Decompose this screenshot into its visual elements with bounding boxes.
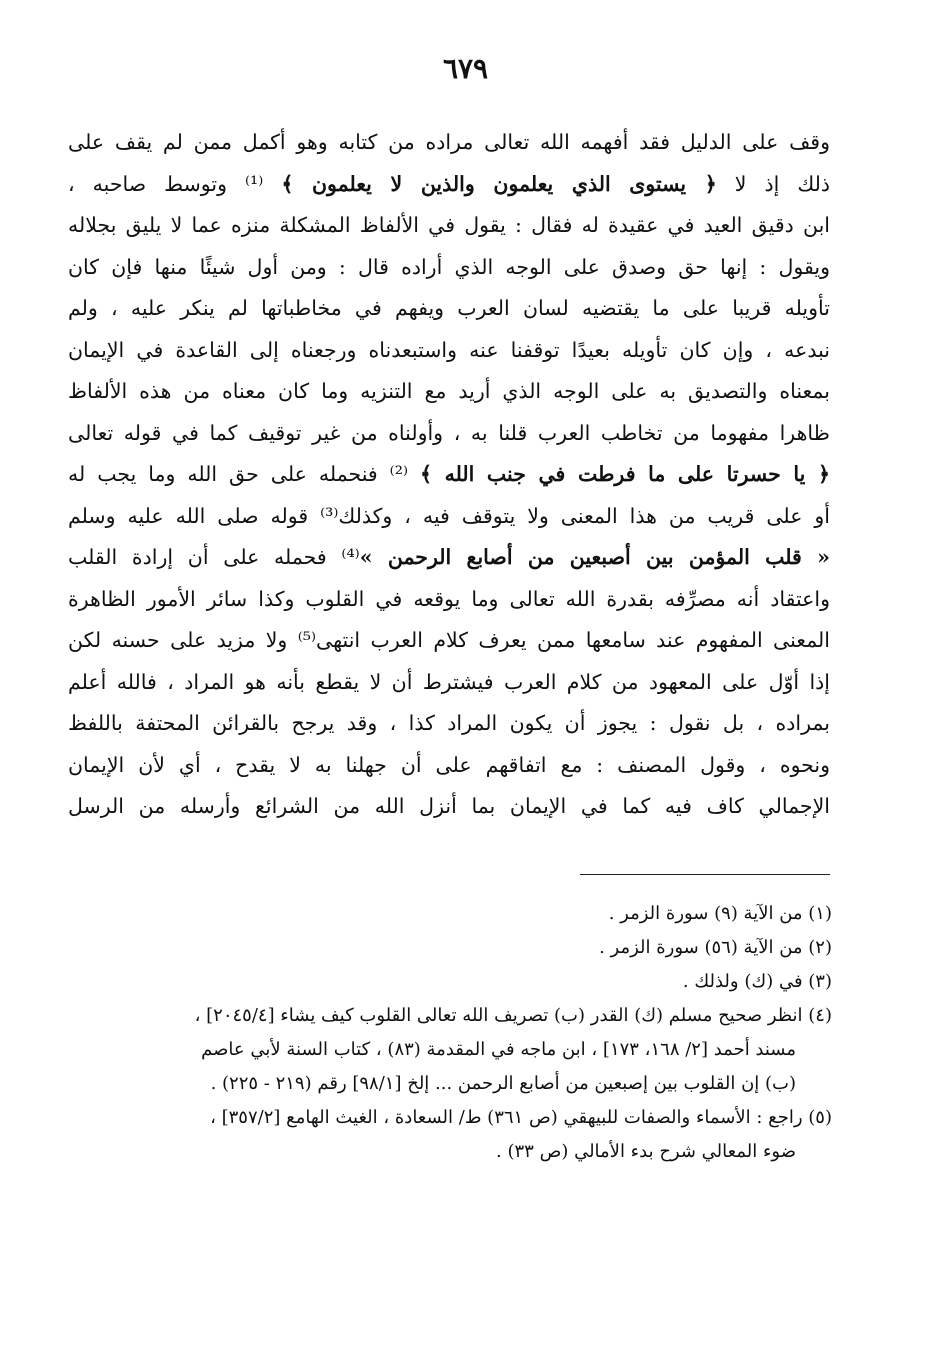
footnote — [68, 897, 832, 931]
line-text: ابن دقيق العيد في عقيدة له فقال : يقول في الألفاظ المشكلة منزه عما لا يليق بجلاله — [68, 213, 830, 237]
text-line — [68, 413, 830, 455]
footnote — [68, 1101, 832, 1169]
body-text — [68, 122, 830, 828]
text-line — [68, 703, 830, 745]
text-line — [68, 164, 830, 206]
line-text: ⁽²⁾ فنحمله على حق الله وما يجب له — [68, 462, 420, 486]
text-line — [68, 122, 830, 164]
footnote — [68, 931, 832, 965]
footnote-line: (٥) راجع : الأسماء والصفات للبيهقي (ص ٣٦١) ط/ السعادة ، الغيث الهامع [٣٥٧/٢] ، — [210, 1107, 832, 1128]
text-line — [68, 662, 830, 704]
text-line — [68, 579, 830, 621]
text-line — [68, 454, 830, 496]
footnote-line: ضوء المعالي شرح بدء الأمالي (ص ٣٣) . — [496, 1141, 796, 1162]
hadith-quote: « قلب المؤمن بين أصبعين من أصابع الرحمن » — [359, 545, 830, 569]
quran-verse: ﴿ يا حسرتا على ما فرطت في جنب الله ﴾ — [419, 462, 830, 486]
text-line — [68, 786, 830, 828]
line-text: نبدعه ، وإن كان تأويله بعيدًا توقفنا عنه واستبعدناه ورجعناه إلى القاعدة في الإيمان — [68, 337, 830, 362]
footnote — [68, 965, 832, 999]
line-text: بمراده ، بل نقول : يجوز أن يكون المراد كذا ، وقد يرجح بالقرائن المحتفة باللفظ — [68, 711, 830, 735]
line-text: وقف على الدليل فقد أفهمه الله تعالى مراده من كتابه وهو أكمل ممن لم يقف على — [68, 130, 830, 154]
text-line — [68, 496, 830, 538]
footnote-line: (٢) من الآية (٥٦) سورة الزمر . — [599, 937, 832, 958]
line-text: ⁽⁴⁾ فحمله على أن إرادة القلب — [68, 545, 360, 569]
footnotes — [68, 897, 832, 1169]
footnote-line: (٣) في (ك) ولذلك . — [682, 971, 832, 992]
page-number: ٦٧٩ — [442, 52, 489, 85]
text-line — [68, 537, 830, 579]
line-text: إذا أوّل على المعهود من كلام العرب فيشترط أن لا يقطع بأنه هو المراد ، فالله أعلم — [68, 669, 830, 694]
line-text: واعتقاد أنه مصرِّفه بقدرة الله تعالى وما يوقعه في القلوب وكذا سائر الأمور الظاهرة — [68, 586, 830, 611]
footnote-line: مسند أحمد [٢/ ١٦٨، ١٧٣] ، ابن ماجه في المقدمة (٨٣) ، كتاب السنة لأبي عاصم — [201, 1039, 796, 1060]
footnote-separator — [580, 874, 830, 875]
line-text: بمعناه والتصديق به على الوجه الذي أريد مع التنزيه وما كان معناه من هذه الألفاظ — [68, 379, 830, 403]
text-line — [68, 330, 830, 372]
footnote-line: (١) من الآية (٩) سورة الزمر . — [608, 903, 832, 924]
line-text: ⁽¹⁾ وتوسط صاحبه ، — [68, 171, 282, 196]
text-line — [68, 205, 830, 247]
text-line — [68, 288, 830, 330]
text-line — [68, 620, 830, 662]
text-line — [68, 371, 830, 413]
line-text: ظاهرا مفهوما من تخاطب العرب قلنا به ، وأولناه من غير توقيف كما في قوله تعالى — [68, 420, 830, 445]
footnote-line: (٤) انظر صحيح مسلم (ك) القدر (ب) تصريف الله تعالى القلوب كيف يشاء [٢٠٤٥/٤] ، — [194, 1005, 832, 1026]
line-text: ذلك إذ لا — [716, 171, 830, 196]
footnote-line: (ب) إن القلوب بين إصبعين من أصابع الرحمن ... إلخ [٩٨/١] رقم (٢١٩ - ٢٢٥) . — [210, 1073, 796, 1094]
text-line — [68, 745, 830, 787]
line-text: المعنى المفهوم عند سامعها ممن يعرف كلام العرب انتهى⁽⁵⁾ ولا مزيد على حسنه لكن — [68, 628, 830, 652]
line-text: أو على قريب من هذا المعنى ولا يتوقف فيه ، وكذلك⁽³⁾ قوله صلى الله عليه وسلم — [68, 503, 830, 528]
line-text: الإجمالي كاف فيه كما في الإيمان بما أنزل الله من الشرائع وأرسله من الرسل — [68, 794, 830, 818]
line-text: ونحوه ، وقول المصنف : مع اتفاقهم على أن جهلنا به لا يقدح ، أي لأن الإيمان — [68, 752, 830, 777]
text-line — [68, 247, 830, 289]
line-text: تأويله قريبا على ما يقتضيه لسان العرب ويفهم في مخاطباتها لم ينكر عليه ، ولم — [68, 296, 830, 320]
line-text: ويقول : إنها حق وصدق على الوجه الذي أراده قال : ومن أول شيئًا منها فإن كان — [68, 254, 830, 279]
footnote — [68, 999, 832, 1101]
quran-verse: ﴿ يستوى الذي يعلمون والذين لا يعلمون ﴾ — [281, 171, 717, 196]
